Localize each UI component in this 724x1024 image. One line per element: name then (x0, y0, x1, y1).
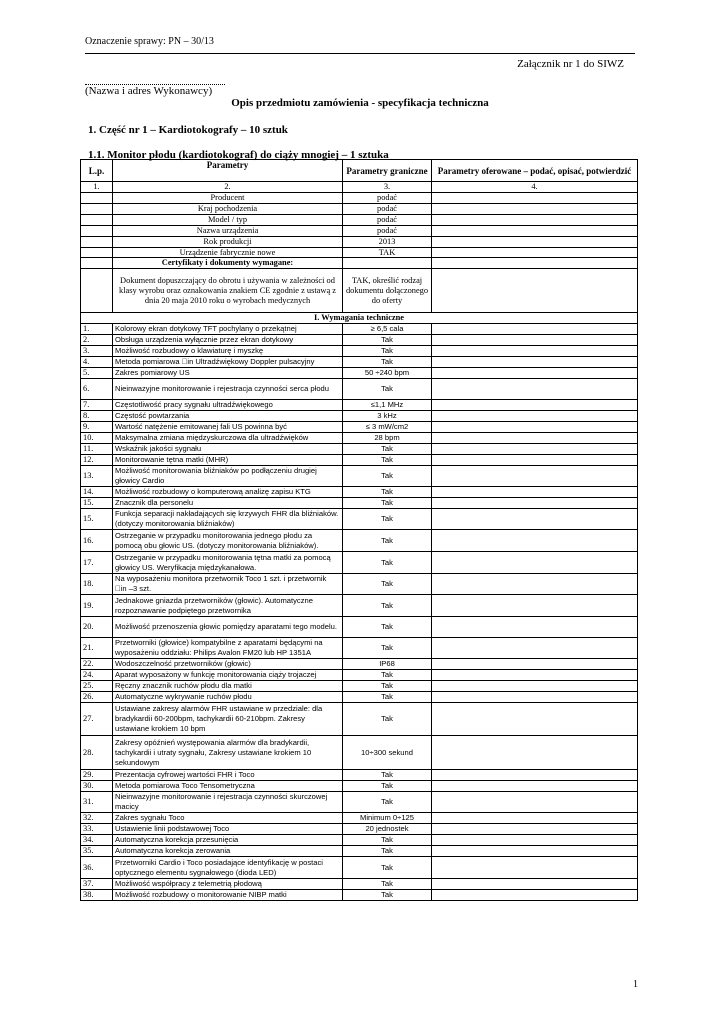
general-row (81, 193, 638, 204)
lp-cell: 37. (81, 879, 113, 890)
limit-cell: Tak (343, 670, 432, 681)
parameter-cell: Ustawienie linii podstawowej Toco (113, 824, 343, 835)
table-row (81, 422, 638, 433)
offered-cell (432, 813, 638, 824)
table-row (81, 792, 638, 813)
offered-cell (432, 879, 638, 890)
limit-cell: Tak (343, 455, 432, 466)
offered-cell (432, 258, 638, 269)
offered-cell (432, 498, 638, 509)
offered-cell (432, 400, 638, 411)
parameter-cell: Wodoszczelność przetworników (głowic) (113, 659, 343, 670)
limit-cell: Tak (343, 638, 432, 659)
limit-cell: Tak (343, 617, 432, 638)
table-row (81, 681, 638, 692)
offered-cell (432, 703, 638, 736)
limit-cell: Minimum 0÷125 (343, 813, 432, 824)
lp-cell: 7. (81, 400, 113, 411)
certificate-row (81, 269, 638, 313)
lp-cell (81, 203, 113, 214)
offered-cell (432, 835, 638, 846)
table-row (81, 444, 638, 455)
limit-cell: ≥ 6,5 cala (343, 324, 432, 335)
parameter-cell: Producent (113, 193, 343, 204)
parameter-cell: Kolorowy ekran dotykowy TFT pochylany o przekątnej (113, 324, 343, 335)
lp-cell: 4. (81, 357, 113, 368)
certificate-limit: TAK, określić rodzaj dokumentu dołączonego do oferty (343, 269, 432, 313)
offered-cell (432, 638, 638, 659)
limit-cell: Tak (343, 498, 432, 509)
parameter-cell: Możliwość rozbudowy o monitorowanie NIBP matki (113, 890, 343, 901)
offered-cell (432, 857, 638, 879)
parameter-cell: Ostrzeganie w przypadku monitorowania jednego płodu za pomocą obu głowic US. (dotyczy monitorowania bliźniaków). (113, 530, 343, 552)
parameter-cell: Na wyposażeniu monitora przetwornik Toco 1 szt. i przetwornik in –3 szt. (113, 574, 343, 595)
table-row (81, 346, 638, 357)
part-heading: 1. Część nr 1 – Kardiotokografy – 10 sztuk (88, 124, 288, 136)
offered-cell (432, 411, 638, 422)
parameter-cell: Model / typ (113, 214, 343, 225)
parameter-cell: Możliwość monitorowania bliźniaków po podłączeniu drugiej głowicy Cardio (113, 466, 343, 487)
lp-cell: 38. (81, 890, 113, 901)
limit-cell: 50 ÷240 bpm (343, 368, 432, 379)
parameter-cell: Częstotliwość pracy sygnału ultradźwiękowego (113, 400, 343, 411)
offered-cell (432, 659, 638, 670)
limit-cell: Tak (343, 444, 432, 455)
section-heading: 1.1. Monitor płodu (kardiotokograf) do ciąży mnogiej – 1 sztuka (88, 149, 389, 161)
offered-cell (432, 357, 638, 368)
numbering-cell: 2. (113, 182, 343, 193)
lp-cell: 26. (81, 692, 113, 703)
parameter-cell: Ręczny znacznik ruchów płodu dla matki (113, 681, 343, 692)
offered-cell (432, 324, 638, 335)
certificates-heading: Certyfikaty i dokumenty wymagane: (113, 258, 343, 269)
parameter-cell: Automatyczna korekcja zerowania (113, 846, 343, 857)
offered-cell (432, 368, 638, 379)
offered-cell (432, 346, 638, 357)
lp-cell: 13. (81, 466, 113, 487)
lp-cell: 21. (81, 638, 113, 659)
lp-cell: 10. (81, 433, 113, 444)
limit-cell: Tak (343, 890, 432, 901)
parameter-cell: Zakres pomiarowy US (113, 368, 343, 379)
parameter-cell: Nieinwazyjne monitorowanie i rejestracja czynności serca płodu (113, 379, 343, 400)
lp-cell (81, 236, 113, 247)
limit-cell: TAK (343, 247, 432, 258)
parameter-cell: Wskaźnik jakości sygnału (113, 444, 343, 455)
lp-cell (81, 214, 113, 225)
parameter-cell: Ustawiane zakresy alarmów FHR ustawiane w przedziale: dla bradykardii 60-200bpm, tachykardii 60-210bpm. Zakresy ustawiane krokiem 10 bpm (113, 703, 343, 736)
table-row (81, 703, 638, 736)
table-row (81, 617, 638, 638)
offered-cell (432, 444, 638, 455)
table-row (81, 857, 638, 879)
limit-cell: Tak (343, 530, 432, 552)
lp-cell: 30. (81, 781, 113, 792)
parameter-cell: Rok produkcji (113, 236, 343, 247)
parameter-cell: Automatyczne wykrywanie ruchów płodu (113, 692, 343, 703)
parameter-cell: Metoda pomiarowa in Ultradźwiękowy Doppler pulsacyjny (113, 357, 343, 368)
lp-cell: 25. (81, 681, 113, 692)
offered-cell (432, 225, 638, 236)
table-row (81, 890, 638, 901)
offered-cell (432, 335, 638, 346)
table-row (81, 692, 638, 703)
parameter-cell: Metoda pomiarowa Toco Tensometryczna (113, 781, 343, 792)
parameter-cell: Możliwość rozbudowy o komputerową analizę zapisu KTG (113, 487, 343, 498)
parameter-cell: Przetworniki (głowice) kompatybilne z aparatami będącymi na wyposażeniu oddziału: Philips Avalon FM20 lub HP 1351A (113, 638, 343, 659)
limit-cell: Tak (343, 792, 432, 813)
table-row (81, 433, 638, 444)
offered-cell (432, 193, 638, 204)
offered-cell (432, 203, 638, 214)
limit-cell: 2013 (343, 236, 432, 247)
table-row (81, 835, 638, 846)
parameter-cell: Zakresy opóźnień występowania alarmów dla bradykardii, tachykardii i utraty sygnału, Zakresy ustawiane krokiem 10 sekundowym (113, 736, 343, 770)
lp-cell: 2. (81, 335, 113, 346)
lp-cell: 18. (81, 574, 113, 595)
limit-cell: Tak (343, 357, 432, 368)
parameter-cell: Monitorowanie tętna matki (MHR) (113, 455, 343, 466)
offered-cell (432, 379, 638, 400)
lp-cell: 36. (81, 857, 113, 879)
general-row (81, 214, 638, 225)
general-row (81, 236, 638, 247)
parameter-cell: Urządzenie fabrycznie nowe (113, 247, 343, 258)
lp-cell: 24. (81, 670, 113, 681)
offered-cell (432, 770, 638, 781)
table-row (81, 466, 638, 487)
limit-cell: 3 kHz (343, 411, 432, 422)
general-row (81, 203, 638, 214)
limit-cell: ≤ 3 mW/cm2 (343, 422, 432, 433)
parameter-cell: Prezentacja cyfrowej wartości FHR i Toco (113, 770, 343, 781)
certificates-heading-row (81, 258, 638, 269)
table-row (81, 659, 638, 670)
offered-cell (432, 670, 638, 681)
limit-cell: 28 bpm (343, 433, 432, 444)
limit-cell: 20 jednostek (343, 824, 432, 835)
limit-cell: Tak (343, 346, 432, 357)
lp-cell: 32. (81, 813, 113, 824)
general-row (81, 247, 638, 258)
offered-cell (432, 890, 638, 901)
lp-cell: 12. (81, 455, 113, 466)
limit-cell: Tak (343, 879, 432, 890)
table-header-row (81, 160, 638, 182)
lp-cell: 29. (81, 770, 113, 781)
limit-cell: ≤1,1 MHz (343, 400, 432, 411)
table-row (81, 400, 638, 411)
lp-cell: 1. (81, 324, 113, 335)
offered-cell (432, 269, 638, 313)
lp-cell: 17. (81, 552, 113, 574)
offered-cell (432, 781, 638, 792)
parameter-cell: Przetworniki Cardio i Toco posiadające identyfikację w postaci optycznego elementu sygnałowego (dioda LED) (113, 857, 343, 879)
table-row (81, 670, 638, 681)
offered-cell (432, 574, 638, 595)
limit-cell: Tak (343, 681, 432, 692)
limit-cell: podać (343, 203, 432, 214)
lp-cell (81, 269, 113, 313)
offered-cell (432, 617, 638, 638)
lp-cell: 3. (81, 346, 113, 357)
limit-cell: Tak (343, 574, 432, 595)
limit-cell: Tak (343, 846, 432, 857)
contractor-label: (Nazwa i adres Wykonawcy) (85, 85, 213, 97)
lp-cell: 22. (81, 659, 113, 670)
lp-cell: 20. (81, 617, 113, 638)
offered-cell (432, 681, 638, 692)
offered-cell (432, 247, 638, 258)
limit-cell: IP68 (343, 659, 432, 670)
parameter-cell: Możliwość współpracy z telemetrią płodową (113, 879, 343, 890)
lp-cell: 14. (81, 487, 113, 498)
offered-cell (432, 422, 638, 433)
table-row (81, 638, 638, 659)
table-row (81, 879, 638, 890)
parameter-cell: Funkcja separacji nakładających się krzywych FHR dla bliźniaków. (dotyczy monitorowania bliźniaków) (113, 509, 343, 530)
numbering-cell: 1. (81, 182, 113, 193)
offered-cell (432, 466, 638, 487)
lp-cell (81, 247, 113, 258)
specification-table (80, 159, 638, 901)
parameter-cell: Automatyczna korekcja przesunięcia (113, 835, 343, 846)
limit-cell: Tak (343, 509, 432, 530)
offered-cell (432, 736, 638, 770)
certificate-description: Dokument dopuszczający do obrotu i używania w zależności od klasy wyrobu oraz oznakowania znakiem CE zgodnie z ustawą z dnia 20 maja 2010 roku o wyrobach medycznych (113, 269, 343, 313)
offered-cell (432, 214, 638, 225)
table-row (81, 595, 638, 617)
table-row (81, 335, 638, 346)
table-row (81, 552, 638, 574)
attachment-label: Załącznik nr 1 do SIWZ (517, 58, 624, 70)
document-title: Opis przedmiotu zamówienia - specyfikacja techniczna (231, 97, 489, 109)
limit-cell: Tak (343, 835, 432, 846)
table-row (81, 411, 638, 422)
table-row (81, 455, 638, 466)
table-row (81, 530, 638, 552)
limit-cell (343, 258, 432, 269)
table-row (81, 324, 638, 335)
numbering-row (81, 182, 638, 193)
lp-cell: 15. (81, 498, 113, 509)
limit-cell: podać (343, 193, 432, 204)
offered-cell (432, 792, 638, 813)
lp-cell (81, 225, 113, 236)
parameter-cell: Obsługa urządzenia wyłącznie przez ekran dotykowy (113, 335, 343, 346)
header-parameters: Parametry (113, 160, 343, 182)
lp-cell: 27. (81, 703, 113, 736)
parameter-cell: Aparat wyposażony w funkcję monitorowania ciąży trojaczej (113, 670, 343, 681)
parameter-cell: Ostrzeganie w przypadku monitorowania tętna matki za pomocą głowicy US. Weryfikacja międzykanałowa. (113, 552, 343, 574)
header-divider (85, 53, 635, 54)
parameter-cell: Zakres sygnału Toco (113, 813, 343, 824)
limit-cell: Tak (343, 379, 432, 400)
lp-cell: 31. (81, 792, 113, 813)
offered-cell (432, 433, 638, 444)
table-row (81, 368, 638, 379)
header-limit-parameters: Parametry graniczne (343, 160, 432, 182)
lp-cell: 28. (81, 736, 113, 770)
limit-cell: Tak (343, 466, 432, 487)
offered-cell (432, 846, 638, 857)
limit-cell: Tak (343, 692, 432, 703)
technical-heading-row (81, 313, 638, 324)
table-row (81, 770, 638, 781)
limit-cell: Tak (343, 595, 432, 617)
table-row (81, 736, 638, 770)
limit-cell: Tak (343, 487, 432, 498)
lp-cell: 19. (81, 595, 113, 617)
offered-cell (432, 692, 638, 703)
lp-cell: 5. (81, 368, 113, 379)
lp-cell: 6. (81, 379, 113, 400)
limit-cell: Tak (343, 770, 432, 781)
limit-cell: 10÷300 sekund (343, 736, 432, 770)
parameter-cell: Jednakowe gniazda przetworników (głowic). Automatyczne rozpoznawanie podpiętego przetwornika (113, 595, 343, 617)
case-reference: Oznaczenie sprawy: PN – 30/13 (85, 36, 214, 47)
lp-cell (81, 193, 113, 204)
table-row (81, 498, 638, 509)
parameter-cell: Wartość natężenie emitowanej fali US powinna być (113, 422, 343, 433)
lp-cell: 9. (81, 422, 113, 433)
offered-cell (432, 824, 638, 835)
table-row (81, 379, 638, 400)
lp-cell: 33. (81, 824, 113, 835)
lp-cell: 8. (81, 411, 113, 422)
header-offered-parameters: Parametry oferowane – podać, opisać, potwierdzić (432, 160, 638, 182)
limit-cell: podać (343, 214, 432, 225)
lp-cell: 11. (81, 444, 113, 455)
technical-heading: I. Wymagania techniczne (81, 313, 638, 324)
limit-cell: podać (343, 225, 432, 236)
table-row (81, 487, 638, 498)
parameter-cell: Nazwa urządzenia (113, 225, 343, 236)
parameter-cell: Częstość powtarzania (113, 411, 343, 422)
table-row (81, 357, 638, 368)
numbering-cell: 4. (432, 182, 638, 193)
offered-cell (432, 530, 638, 552)
parameter-cell: Maksymalna zmiana międzyskurczowa dla ultradźwięków (113, 433, 343, 444)
parameter-cell: Nieinwazyjne monitorowanie i rejestracja czynności skurczowej macicy (113, 792, 343, 813)
lp-cell: 15. (81, 509, 113, 530)
limit-cell: Tak (343, 335, 432, 346)
offered-cell (432, 455, 638, 466)
parameter-cell: Możliwość przenoszenia głowic pomiędzy aparatami tego modelu. (113, 617, 343, 638)
table-row (81, 824, 638, 835)
limit-cell: Tak (343, 703, 432, 736)
limit-cell: Tak (343, 781, 432, 792)
lp-cell (81, 258, 113, 269)
table-row (81, 781, 638, 792)
lp-cell: 35. (81, 846, 113, 857)
offered-cell (432, 595, 638, 617)
lp-cell: 34. (81, 835, 113, 846)
parameter-cell: Możliwość rozbudowy o klawiaturę i myszkę (113, 346, 343, 357)
table-row (81, 846, 638, 857)
table-row (81, 813, 638, 824)
numbering-cell: 3. (343, 182, 432, 193)
page-number: 1 (633, 979, 638, 990)
offered-cell (432, 487, 638, 498)
table-row (81, 574, 638, 595)
parameter-cell: Kraj pochodzenia (113, 203, 343, 214)
offered-cell (432, 236, 638, 247)
limit-cell: Tak (343, 552, 432, 574)
parameter-cell: Znacznik dla personelu (113, 498, 343, 509)
offered-cell (432, 509, 638, 530)
table-row (81, 509, 638, 530)
offered-cell (432, 552, 638, 574)
lp-cell: 16. (81, 530, 113, 552)
general-row (81, 225, 638, 236)
header-lp: L.p. (81, 160, 113, 182)
limit-cell: Tak (343, 857, 432, 879)
